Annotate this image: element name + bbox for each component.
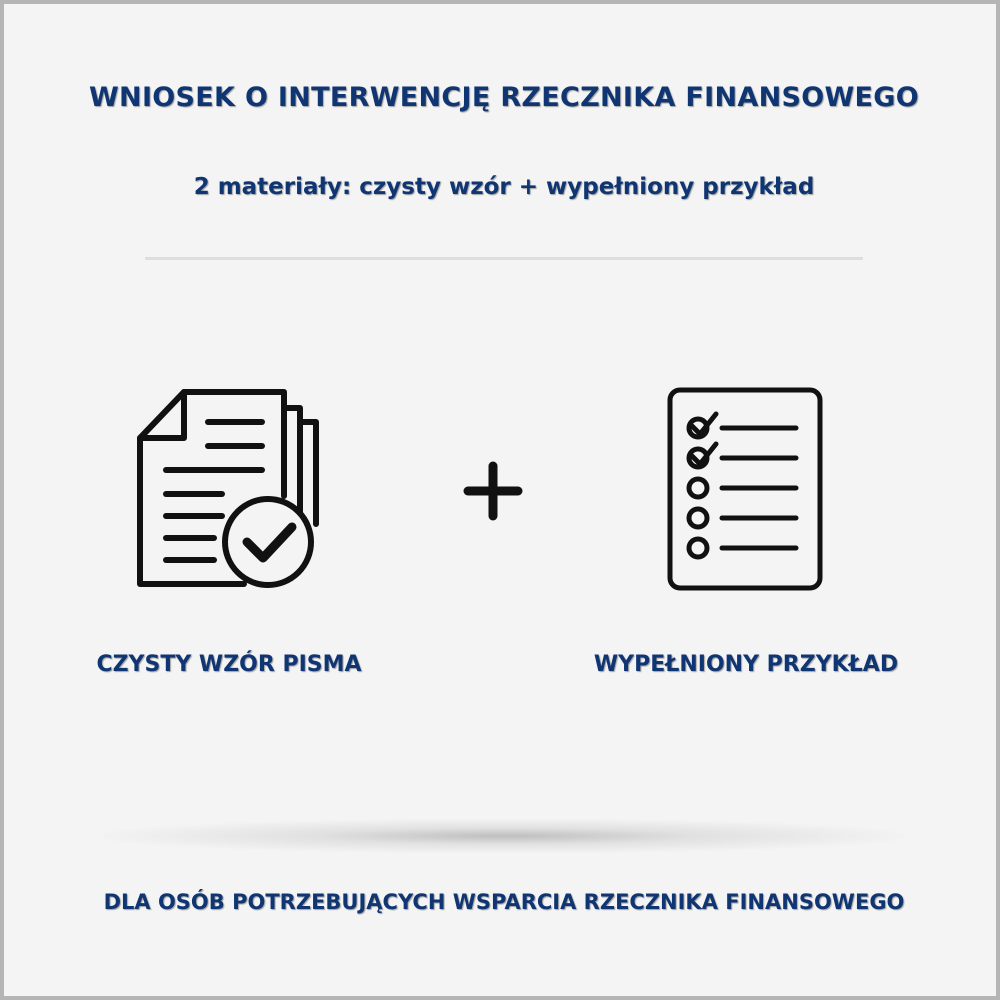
document-check-icon — [132, 384, 332, 594]
page-subtitle: 2 materiały: czysty wzór + wypełniony przykład — [193, 174, 815, 200]
page-title: WNIOSEK O INTERWENCJĘ RZECZNIKA FINANSOWEGO — [88, 82, 920, 113]
footer-tagline: DLA OSÓB POTRZEBUJĄCYCH WSPARCIA RZECZNIKA FINANSOWEGO — [103, 890, 905, 914]
blank-template-label: CZYSTY WZÓR PISMA — [96, 652, 362, 677]
plus-icon — [462, 460, 524, 522]
checklist-icon — [664, 384, 826, 594]
filled-example-label: WYPEŁNIONY PRZYKŁAD — [593, 652, 899, 677]
top-divider — [145, 257, 863, 260]
shadow-divider — [84, 816, 924, 856]
